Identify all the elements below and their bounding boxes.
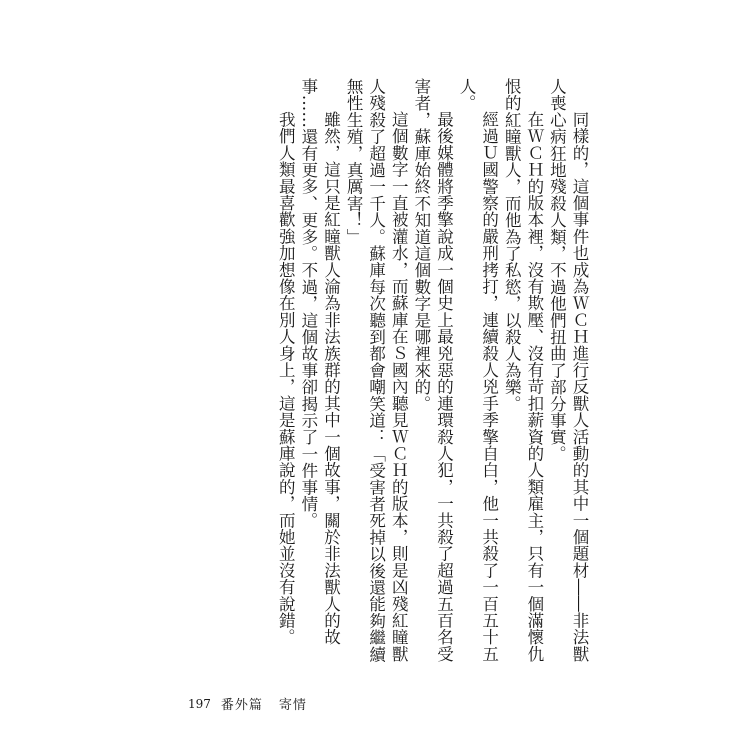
paragraph-7: 我們人類最喜歡強加想像在別人身上，這是蘇庫說的，而她並沒有說錯。 xyxy=(276,111,296,646)
paragraph-1: 同樣的，這個事件也成為ＷＣＨ進行反獸人活動的其中一個題材――非法獸人喪心病狂地殘殺人類，不過他們扭曲了部分事實。 xyxy=(547,78,589,663)
part-title: 番外篇 xyxy=(220,698,263,713)
paragraph-5: 這個數字一直被灌水，而蘇庫在Ｓ國內聽見ＷＣＨ的版本，則是凶殘紅瞳獸人殘殺了超過一千人。蘇庫每次聽到都會嘲笑道：「受害者死掉以後還能夠繼續無性生殖，真厲害！」 xyxy=(344,78,409,663)
paragraph-2: 在ＷＣＨ的版本裡，沒有欺壓、沒有苛扣薪資的人類雇主，只有一個滿懷仇恨的紅瞳獸人，而他為了私慾，以殺人為樂。 xyxy=(502,78,544,663)
paragraph-3: 經過Ｕ國警察的嚴刑拷打，連續殺人兇手季擎自白，他一共殺了一百五十五人。 xyxy=(457,78,499,663)
page-number: 197 xyxy=(188,696,211,711)
chapter-title: 寄情 xyxy=(278,698,307,713)
paragraph-6: 雖然，這只是紅瞳獸人淪為非法族群的其中一個故事，關於非法獸人的故事……還有更多、更多。不過，這個故事卻揭示了一件事情。 xyxy=(298,78,341,646)
paragraph-4: 最後媒體將季擎說成一個史上最兇惡的連環殺人犯，一共殺了超過五百名受害者，蘇庫始終不知道這個數字是哪裡來的。 xyxy=(411,78,454,663)
body-text xyxy=(274,78,590,663)
page-footer xyxy=(188,694,307,713)
